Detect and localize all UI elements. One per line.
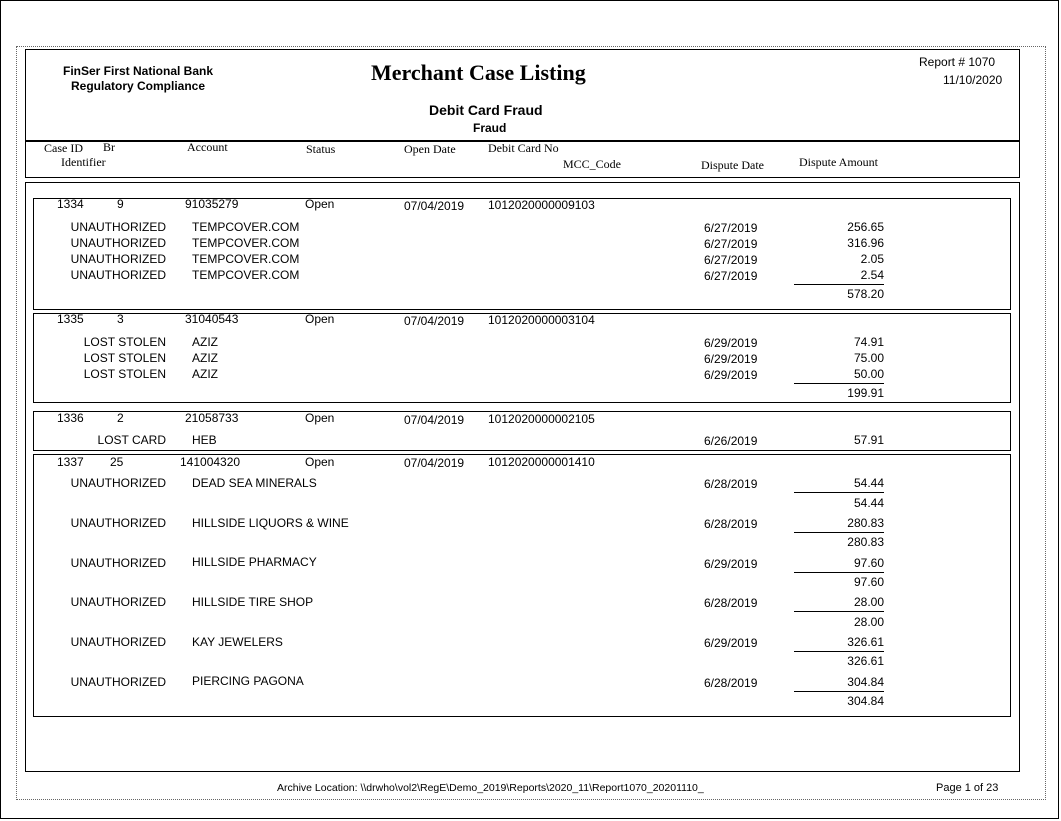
dispute-identifier: UNAUTHORIZED <box>70 236 166 250</box>
dispute-date: 6/29/2019 <box>704 557 758 571</box>
department-name: Regulatory Compliance <box>71 79 206 93</box>
col-account: Account <box>187 140 228 154</box>
dispute-amount: 304.84 <box>847 675 884 689</box>
dispute-amount: 57.91 <box>853 433 884 447</box>
dispute-identifier: LOST STOLEN <box>83 351 166 365</box>
col-dispute-amount: Dispute Amount <box>799 155 879 169</box>
report-number-label <box>919 55 995 69</box>
dispute-date: 6/27/2019 <box>704 237 758 251</box>
col-open-date: Open Date <box>404 142 456 156</box>
debit-card-no: 1012020000009103 <box>488 198 595 212</box>
dispute-amount: 97.60 <box>853 556 884 570</box>
dispute-identifier: UNAUTHORIZED <box>70 556 166 570</box>
col-debit-card-no: Debit Card No <box>488 141 559 155</box>
case-id: 1335 <box>57 312 84 326</box>
merchant-name: HILLSIDE PHARMACY <box>192 555 317 569</box>
merchant-subtotal: 54.44 <box>853 496 884 510</box>
merchant-name: AZIZ <box>192 335 218 349</box>
account: 91035279 <box>185 197 239 211</box>
dispute-identifier: UNAUTHORIZED <box>70 252 166 266</box>
account: 21058733 <box>185 411 239 425</box>
total-underline <box>794 532 884 533</box>
debit-card-no: 1012020000002105 <box>488 412 595 426</box>
dispute-date: 6/29/2019 <box>704 636 758 650</box>
merchant-subtotal: 326.61 <box>847 654 884 668</box>
page-number: Page 1 of 23 <box>936 782 999 794</box>
dispute-identifier: LOST STOLEN <box>83 335 166 349</box>
bank-name: FinSer First National Bank <box>63 64 214 78</box>
dispute-amount: 326.61 <box>847 635 884 649</box>
total-underline <box>794 284 884 285</box>
merchant-name: DEAD SEA MINERALS <box>192 476 317 490</box>
case-id: 1334 <box>57 197 84 211</box>
open-date: 07/04/2019 <box>404 314 465 328</box>
merchant-subtotal: 28.00 <box>853 615 884 629</box>
debit-card-no: 1012020000001410 <box>488 455 595 469</box>
branch: 3 <box>117 312 124 326</box>
dispute-identifier: LOST CARD <box>97 433 166 447</box>
dispute-identifier: UNAUTHORIZED <box>70 675 166 689</box>
case-id: 1336 <box>57 411 84 425</box>
case-total: 578.20 <box>847 287 884 301</box>
merchant-name: KAY JEWELERS <box>192 635 283 649</box>
dispute-identifier: UNAUTHORIZED <box>70 635 166 649</box>
dispute-amount: 74.91 <box>853 335 884 349</box>
dispute-date: 6/27/2019 <box>704 221 758 235</box>
total-underline <box>794 383 884 384</box>
archive-path: \\drwho\vol2\RegE\Demo_2019\Reports\2020_11\Report1070_20201110_ <box>360 782 704 794</box>
dispute-identifier: UNAUTHORIZED <box>70 516 166 530</box>
merchant-name: HEB <box>192 433 217 447</box>
col-dispute-date: Dispute Date <box>701 158 764 172</box>
col-br: Br <box>103 140 115 154</box>
dispute-amount: 2.54 <box>860 268 884 282</box>
col-status: Status <box>306 142 336 156</box>
report-date: 11/10/2020 <box>943 73 1003 87</box>
merchant-subtotal: 304.84 <box>847 694 884 708</box>
case-id: 1337 <box>57 455 84 469</box>
status: Open <box>305 455 335 469</box>
case-total: 199.91 <box>847 386 884 400</box>
branch: 9 <box>117 197 124 211</box>
account: 141004320 <box>180 455 241 469</box>
open-date: 07/04/2019 <box>404 413 465 427</box>
merchant-name: PIERCING PAGONA <box>192 674 304 688</box>
total-underline <box>794 691 884 692</box>
total-underline <box>794 651 884 652</box>
report-title: Merchant Case Listing <box>371 60 586 85</box>
dispute-date: 6/26/2019 <box>704 434 758 448</box>
dispute-amount: 316.96 <box>847 236 884 250</box>
dispute-identifier: UNAUTHORIZED <box>70 595 166 609</box>
merchant-name: AZIZ <box>192 351 218 365</box>
dispute-amount: 75.00 <box>853 351 884 365</box>
total-underline <box>794 611 884 612</box>
report-category: Fraud <box>473 121 507 135</box>
dispute-amount: 54.44 <box>853 476 884 490</box>
dispute-date: 6/28/2019 <box>704 596 758 610</box>
dispute-date: 6/29/2019 <box>704 368 758 382</box>
dispute-identifier: LOST STOLEN <box>83 367 166 381</box>
dispute-identifier: UNAUTHORIZED <box>70 220 166 234</box>
dispute-amount: 28.00 <box>853 595 884 609</box>
dispute-date: 6/29/2019 <box>704 352 758 366</box>
total-underline <box>794 492 884 493</box>
merchant-name: TEMPCOVER.COM <box>192 236 300 250</box>
open-date: 07/04/2019 <box>404 199 465 213</box>
archive-label: Archive Location: <box>277 782 358 794</box>
archive-location <box>277 782 704 794</box>
dispute-identifier: UNAUTHORIZED <box>70 476 166 490</box>
dispute-date: 6/28/2019 <box>704 517 758 531</box>
status: Open <box>305 411 335 425</box>
merchant-name: AZIZ <box>192 367 218 381</box>
status: Open <box>305 312 335 326</box>
dispute-date: 6/28/2019 <box>704 477 758 491</box>
dispute-date: 6/27/2019 <box>704 269 758 283</box>
total-underline <box>794 572 884 573</box>
merchant-name: HILLSIDE LIQUORS & WINE <box>192 516 349 530</box>
dispute-date: 6/28/2019 <box>704 676 758 690</box>
col-case-id: Case ID <box>44 141 83 155</box>
merchant-subtotal: 280.83 <box>847 535 884 549</box>
dispute-amount: 50.00 <box>853 367 884 381</box>
merchant-name: TEMPCOVER.COM <box>192 268 300 282</box>
branch: 2 <box>117 411 124 425</box>
dispute-date: 6/27/2019 <box>704 253 758 267</box>
branch: 25 <box>110 455 124 469</box>
merchant-name: HILLSIDE TIRE SHOP <box>192 595 314 609</box>
debit-card-no: 1012020000003104 <box>488 313 595 327</box>
account: 31040543 <box>185 312 239 326</box>
dispute-amount: 256.65 <box>847 220 884 234</box>
dispute-identifier: UNAUTHORIZED <box>70 268 166 282</box>
report-number: 1070 <box>968 55 996 69</box>
report-label: Report # <box>919 55 966 69</box>
col-mcc-code: MCC_Code <box>563 157 622 171</box>
report-subtitle: Debit Card Fraud <box>429 102 543 118</box>
merchant-subtotal: 97.60 <box>853 575 884 589</box>
merchant-name: TEMPCOVER.COM <box>192 252 300 266</box>
col-identifier: Identifier <box>61 155 106 169</box>
merchant-name: TEMPCOVER.COM <box>192 220 300 234</box>
status: Open <box>305 197 335 211</box>
open-date: 07/04/2019 <box>404 456 465 470</box>
dispute-amount: 2.05 <box>860 252 884 266</box>
dispute-date: 6/29/2019 <box>704 336 758 350</box>
dispute-amount: 280.83 <box>847 516 884 530</box>
